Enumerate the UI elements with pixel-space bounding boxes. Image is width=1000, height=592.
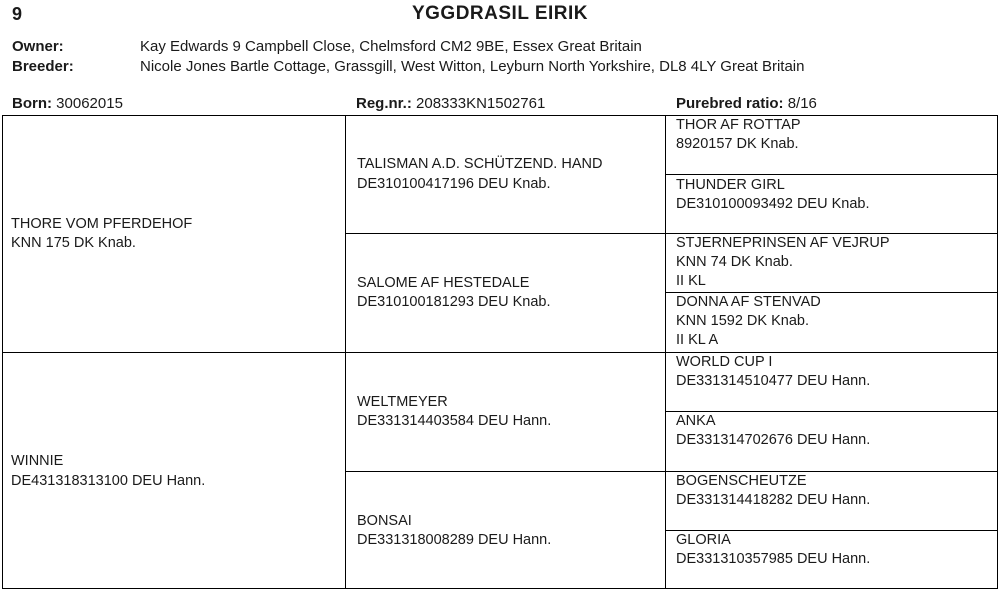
entry-number: 9 [12,4,23,24]
ss-dam-reg: DE310100093492 DEU Knab. [676,196,870,212]
sire-dam-cell [346,234,665,352]
sd-sire-cell [666,234,997,292]
dd-dam-name: GLORIA [676,532,731,548]
owner-value: Kay Edwards 9 Campbell Close, Chelmsford CM2 9BE, Essex Great Britain [140,38,642,55]
sd-sire-extra: II KL [676,273,706,289]
ds-sire-name: WORLD CUP I [676,354,773,370]
dd-dam-cell [666,531,997,590]
breeder-value: Nicole Jones Bartle Cottage, Grassgill, West Witton, Leyburn North Yorkshire, DL8 4LY Great Britain [140,58,805,75]
sire-dam-name: SALOME AF HESTEDALE [357,274,530,291]
sd-sire-name: STJERNEPRINSEN AF VEJRUP [676,235,890,251]
dam-cell [3,353,345,590]
dd-sire-cell [666,472,997,530]
purebred-field [676,95,817,112]
dd-sire-reg: DE331314418282 DEU Hann. [676,492,871,508]
horse-title: YGGDRASIL EIRIK [411,3,589,24]
dd-dam-reg: DE331310357985 DEU Hann. [676,551,871,567]
ds-sire-cell [666,353,997,411]
sd-dam-extra: II KL A [676,332,719,348]
ds-dam-cell [666,412,997,471]
ss-sire-cell [666,116,997,174]
ss-sire-reg: 8920157 DK Knab. [676,136,799,152]
born-field [12,95,123,112]
ds-sire-reg: DE331314510477 DEU Hann. [676,373,871,389]
regnr-label: Reg.nr.: [356,95,412,112]
sire-sire-name: TALISMAN A.D. SCHÜTZEND. HAND [357,156,603,172]
dam-dam-cell [346,472,665,590]
dam-sire-cell [346,353,665,471]
ss-dam-cell [666,175,997,233]
sd-dam-reg: KNN 1592 DK Knab. [676,313,809,329]
owner-row [12,38,642,55]
ss-dam-name: THUNDER GIRL [676,177,785,193]
dam-dam-name: BONSAI [357,512,412,529]
owner-label: Owner: [12,38,64,55]
dam-dam-reg: DE331318008289 DEU Hann. [357,532,552,548]
born-value: 30062015 [56,95,123,112]
sire-cell [3,116,345,352]
sire-dam-reg: DE310100181293 DEU Knab. [357,294,551,310]
sire-reg: KNN 175 DK Knab. [11,235,136,251]
breeder-label: Breeder: [12,58,74,75]
dam-reg: DE431318313100 DEU Hann. [11,472,206,489]
purebred-value: 8/16 [787,95,817,112]
dam-sire-reg: DE331314403584 DEU Hann. [357,413,552,429]
pedigree-table [2,115,998,589]
dd-sire-name: BOGENSCHEUTZE [676,473,807,489]
dam-sire-name: WELTMEYER [357,393,448,410]
sd-dam-cell [666,293,997,352]
born-label: Born: [12,95,52,112]
sd-sire-reg: KNN 74 DK Knab. [676,254,793,270]
ds-dam-reg: DE331314702676 DEU Hann. [676,432,871,448]
regnr-field [356,95,545,112]
ss-sire-name: THOR AF ROTTAP [676,117,801,133]
sire-name: THORE VOM PFERDEHOF [11,215,193,232]
breeder-row [12,58,804,75]
dam-name: WINNIE [11,453,64,469]
ds-dam-name: ANKA [676,413,716,429]
sd-dam-name: DONNA AF STENVAD [676,294,821,310]
purebred-label: Purebred ratio: [676,95,784,112]
regnr-value: 208333KN1502761 [416,95,546,112]
sire-sire-cell [346,116,665,233]
sire-sire-reg: DE310100417196 DEU Knab. [357,175,551,192]
